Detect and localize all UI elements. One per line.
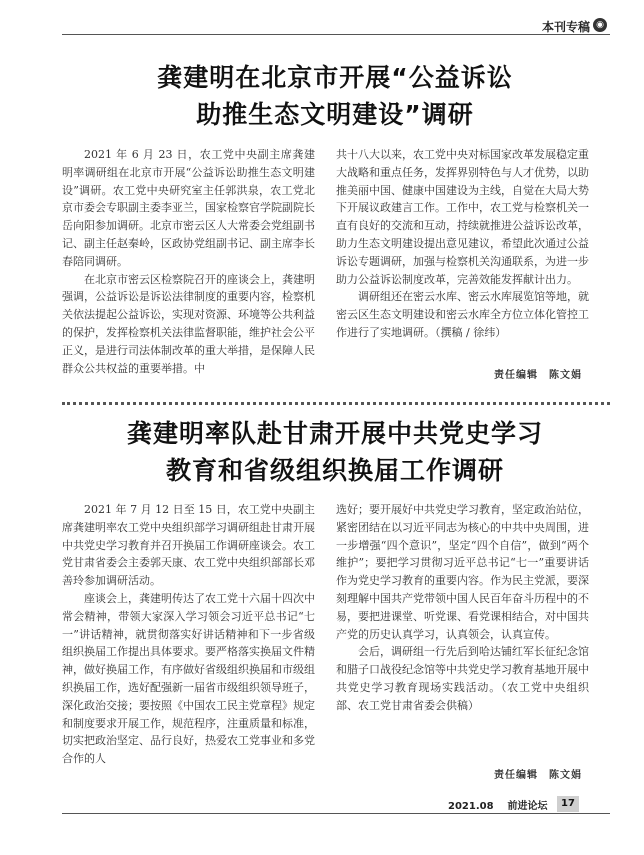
- footer-date: 2021.08: [448, 801, 494, 812]
- footer-rule: [62, 813, 610, 814]
- article1-title-line2: 助推生态文明建设”调研: [196, 100, 474, 129]
- footer-publication: [448, 797, 547, 812]
- section-label: 本刊专稿: [541, 20, 590, 34]
- article2-right-paragraph: 会后，调研组一行先后到哈达铺红军长征纪念馆和腊子口战役纪念馆等中共党史学习教育基地开展中共党史学习教育现场实践活动。（农工党中央组织部、农工党甘肃省委会供稿）: [336, 645, 589, 712]
- article1-title-line1: 龚建明在北京市开展“公益诉讼: [157, 63, 513, 92]
- footer-journal: 前进论坛: [507, 801, 548, 812]
- article1-left-paragraph: 在北京市密云区检察院召开的座谈会上，龚建明强调，公益诉讼是诉讼法律制度的重要内容，检察机关依法提起公益诉讼，实现对资源、环境等公共利益的保护，发挥检察机关法律监督职能，维护社会公平正义，是进行司法体制改革的重大举措，是保障人民群众公共权益的重要举措。中: [62, 272, 315, 375]
- article2-right-paragraph: 选好；要开展好中共党史学习教育，坚定政治站位，紧密团结在以习近平同志为核心的中共中央周围，进一步增强“四个意识”，坚定“四个自信”，做到“两个维护”；要把学习贯彻习近平总书记“七一”重要讲话作为党史学习教育的重要内容。作为民主党派，要深刻理解中国共产党带领中国人民百年奋斗历程中的不易，要把进课堂、听党课、看党课相结合，对中国共产党的历史认真学习，认真领会，认真宣传。: [336, 503, 589, 641]
- article-divider: [62, 402, 610, 405]
- circle-logo-icon: ◉: [593, 18, 607, 32]
- article2-right-column: [336, 501, 589, 715]
- article2-editor: 责任编辑 陈文娟: [494, 770, 582, 781]
- article2-left-column: [62, 501, 315, 768]
- article1-left-column: [62, 146, 315, 377]
- article2-left-paragraph: 座谈会上，龚建明传达了农工党十六届十四次中常会精神，带领大家深入学习领会习近平总书记“七一”讲话精神，就贯彻落实好讲话精神和下一步省级组织换届工作提出具体要求。要严格落实换届文件精神，做好换届工作，有序做好省级组织换届和市级组织换届工作，选好配强新一届省市级组织领导班子，深化政治交接；要按照《中国农工民主党章程》规定和制度要求开展工作，规范程序，注重质量和标准，切实把政治坚定、品行良好，热爱农工党事业和多党合作的人: [62, 591, 315, 766]
- article2-left-paragraph: 2021 年 7 月 12 日至 15 日，农工党中央副主席龚建明率农工党中央组织部学习调研组赴甘肃开展中共党史学习教育并召开换届工作调研座谈会。农工党甘肃省委会主委郭天康、农工党中央组织部部长邓善玲参加调研活动。: [62, 503, 315, 588]
- article1-right-paragraph: 共十八大以来，农工党中央对标国家改革发展稳定重大战略和重点任务，发挥界别特色与人才优势，以助推美丽中国、健康中国建设为主线，自觉在大局大势下开展议政建言工作。工作中，农工党与检察机关一直有良好的交流和互动，持续就推进公益诉讼改革，助力生态文明建设提出意见建议，希望此次通过公益诉讼专题调研，加强与检察机关沟通联系，为进一步助力公益诉讼制度改革，完善效能发挥献计出力。: [336, 148, 589, 286]
- article2-title-line2: 教育和省级组织换届工作调研: [165, 456, 504, 485]
- header-rule: [62, 34, 610, 35]
- article2-title-line1: 龚建明率队赴甘肃开展中共党史学习: [126, 419, 543, 448]
- article1-editor: 责任编辑 陈文娟: [494, 370, 582, 381]
- page-number: 17: [557, 796, 579, 812]
- article1-right-column: [336, 146, 589, 342]
- article1-right-paragraph: 调研组还在密云水库、密云水库展览馆等地，就密云区生态文明建设和密云水库全方位立体化管控工作进行了实地调研。（撰稿 / 徐纬）: [336, 290, 589, 339]
- article1-left-paragraph: 2021 年 6 月 23 日，农工党中央副主席龚建明率调研组在北京市开展“公益诉讼助推生态文明建设”调研。农工党中央研究室主任郭洪泉，农工党北京市委会专职副主委李亚兰，国家检察官学院副院长岳向阳参加调研。北京市密云区人大常委会党组副书记、副主任赵秦岭，区政协党组副书记、副主席李长春陪同调研。: [62, 148, 315, 268]
